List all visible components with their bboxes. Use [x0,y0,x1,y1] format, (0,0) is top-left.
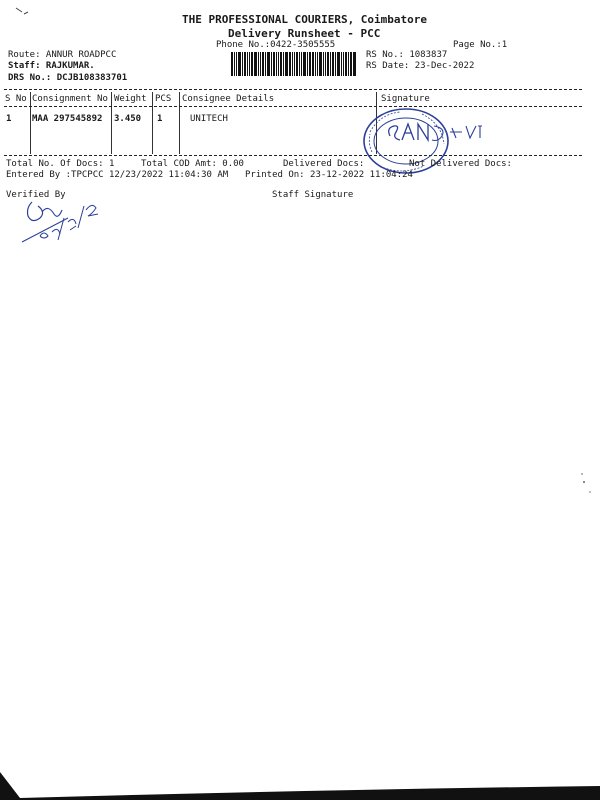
total-cod-amount: Total COD Amt: 0.00 [141,159,244,169]
row-weight: 3.450 [114,114,142,124]
rs-number: RS No.: 1083837 [366,50,448,60]
document-title: Delivery Runsheet - PCC [228,27,381,40]
staff-signature-label: Staff Signature [272,190,354,200]
col-header-weight: Weight [114,94,147,104]
total-docs: Total No. Of Docs: 1 [6,159,115,169]
delivered-docs: Delivered Docs: [283,159,365,169]
row-consignee: UNITECH [190,114,228,124]
col-header-consignee: Consignee Details [182,94,275,104]
phone-number: Phone No.:0422-3505555 [216,40,336,50]
row-pcs: 1 [157,114,163,124]
page-number: Page No.:1 [453,40,508,50]
col-header-sno: S No [5,94,27,104]
verified-by-label: Verified By [6,190,66,200]
company-name: THE PROFESSIONAL COURIERS, Coimbatore [182,13,428,26]
col-header-pcs: PCS [155,94,172,104]
route-label: Route: ANNUR ROADPCC [8,50,117,60]
not-delivered-docs: Not Delivered Docs: [409,159,512,169]
col-header-consignment: Consignment No [32,94,108,104]
staff-label: Staff: RAJKUMAR. [8,61,95,71]
drs-number: DRS No.: DCJB108383701 [8,73,128,83]
rs-date: RS Date: 23-Dec-2022 [366,61,475,71]
row-consignment-no: MAA 297545892 [32,114,103,124]
col-header-signature: Signature [381,94,430,104]
row-sno: 1 [6,114,12,124]
entered-by: Entered By :TPCPCC 12/23/2022 11:04:30 AM [6,170,229,180]
printed-on: Printed On: 23-12-2022 11:04:24 [245,170,413,180]
